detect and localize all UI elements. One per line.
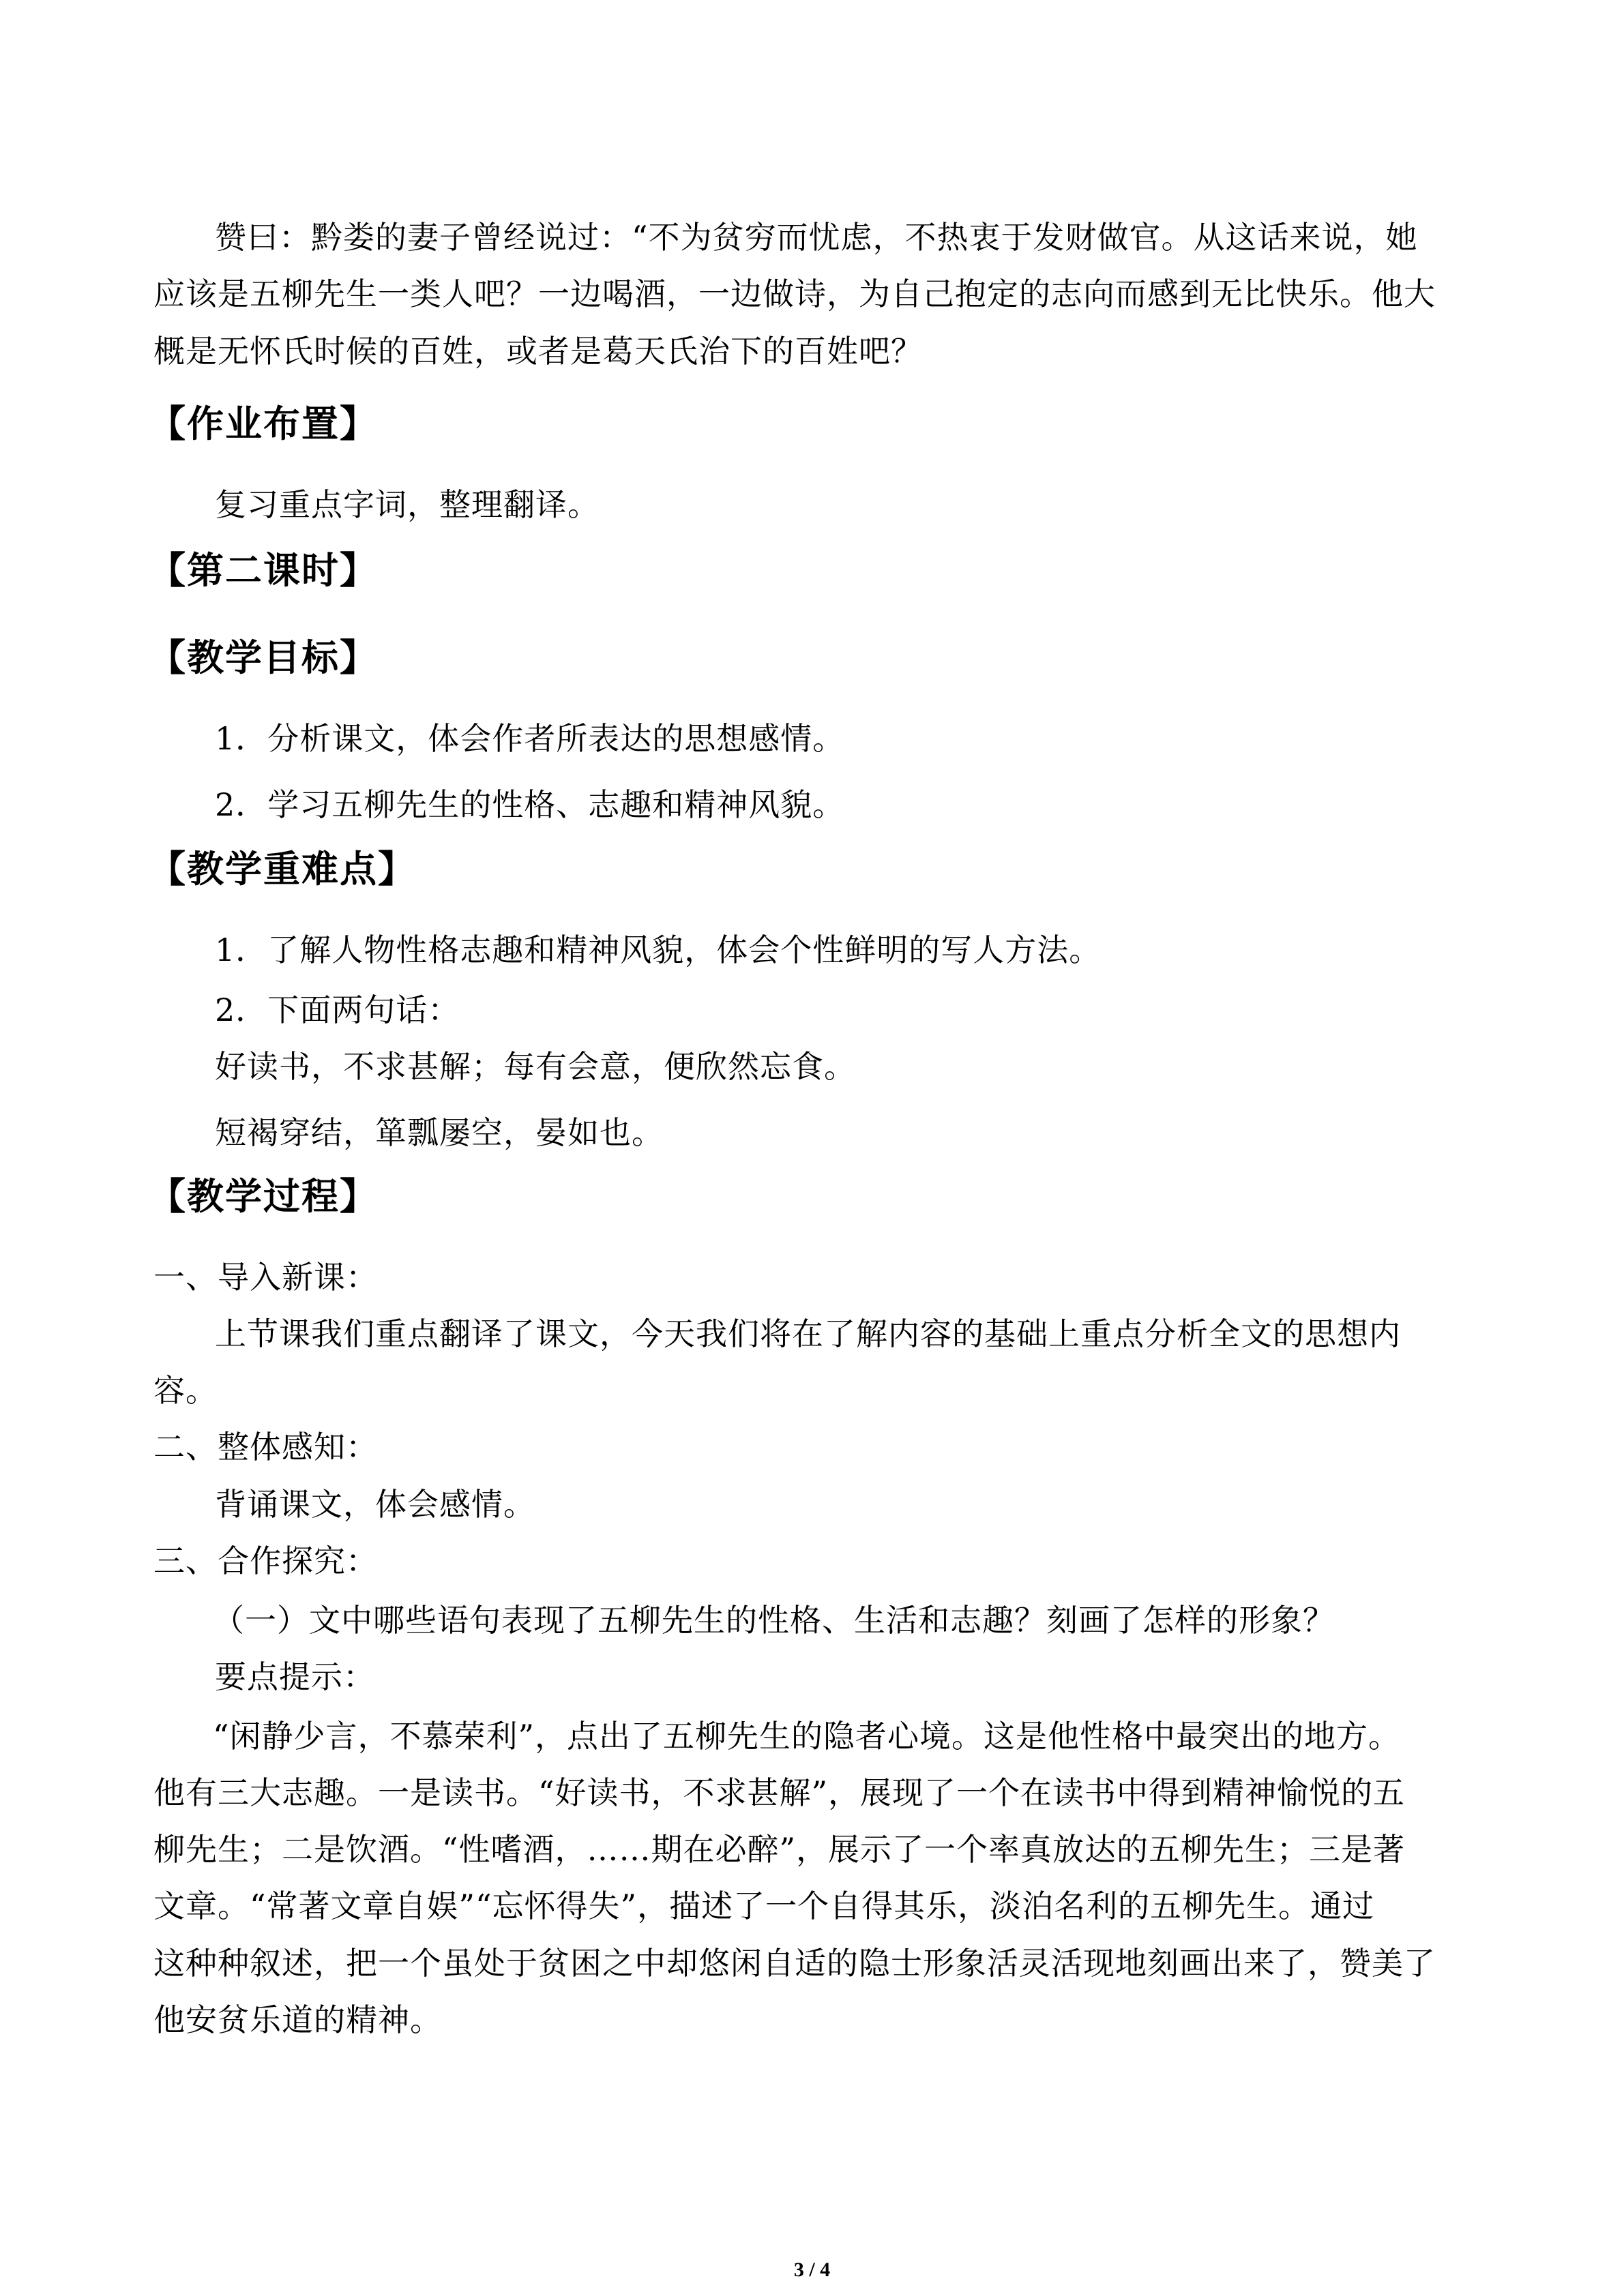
answer-line-1: “闲静少言，不慕荣利”，点出了五柳先生的隐者心境。这是他性格中最突出的地方。 [213, 1718, 1401, 1755]
answer-line-3: 柳先生；二是饮酒。“性嗜酒，……期在必醉”，展示了一个率真放达的五柳先生；三是著 [153, 1831, 1406, 1868]
lesson2-heading: 【第二课时】 [149, 549, 378, 592]
homework-heading: 【作业布置】 [149, 402, 378, 445]
goals-heading: 【教学目标】 [149, 636, 378, 679]
answer-line-2: 他有三大志趣。一是读书。“好读书，不求甚解”，展现了一个在读书中得到精神愉悦的五 [153, 1774, 1406, 1811]
key-point-quote-1: 好读书，不求甚解；每有会意，便欣然忘食。 [215, 1048, 856, 1085]
intro-line-3: 概是无怀氏时候的百姓，或者是葛天氏治下的百姓吧？ [153, 333, 923, 370]
answer-line-4: 文章。“常著文章自娱”“忘怀得失”，描述了一个自得其乐，淡泊名利的五柳先生。通过 [153, 1888, 1375, 1924]
key-points-heading: 【教学重难点】 [149, 848, 416, 891]
answer-line-6: 他安贫乐道的精神。 [153, 2001, 442, 2038]
question-1: （一）文中哪些语句表现了五柳先生的性格、生活和志趣？刻画了怎样的形象？ [213, 1602, 1335, 1639]
answer-line-5: 这种种叙述，把一个虽处于贫困之中却悠闲自适的隐士形象活灵活现地刻画出来了，赞美了 [153, 1945, 1436, 1982]
homework-text: 复习重点字词，整理翻译。 [215, 486, 600, 523]
page-number: 3 / 4 [793, 2258, 831, 2281]
process-heading: 【教学过程】 [149, 1175, 378, 1218]
intro-line-1: 赞曰：黔娄的妻子曾经说过：“不为贫穷而忧虑，不热衷于发财做官。从这话来说，她 [215, 219, 1418, 256]
section1-line-2: 容。 [153, 1372, 218, 1409]
section2-text: 背诵课文，体会感情。 [215, 1486, 535, 1523]
section3-title: 三、合作探究： [153, 1542, 378, 1579]
section1-title: 一、导入新课： [153, 1259, 378, 1296]
intro-line-2: 应该是五柳先生一类人吧？一边喝酒，一边做诗，为自己抱定的志向而感到无比快乐。他大 [153, 275, 1436, 312]
key-point-quote-2: 短褐穿结，箪瓢屡空，晏如也。 [215, 1114, 664, 1151]
section1-line-1: 上节课我们重点翻译了课文，今天我们将在了解内容的基础上重点分析全文的思想内 [215, 1315, 1401, 1352]
key-point-2: 2．下面两句话： [215, 992, 460, 1028]
section2-title: 二、整体感知： [153, 1429, 378, 1465]
key-point-1: 1．了解人物性格志趣和精神风貌，体会个性鲜明的写人方法。 [215, 931, 1102, 968]
hint-label: 要点提示： [215, 1658, 375, 1695]
goal-item-2: 2．学习五柳先生的性格、志趣和精神风貌。 [215, 786, 845, 823]
goal-item-1: 1．分析课文，体会作者所表达的思想感情。 [215, 720, 845, 757]
